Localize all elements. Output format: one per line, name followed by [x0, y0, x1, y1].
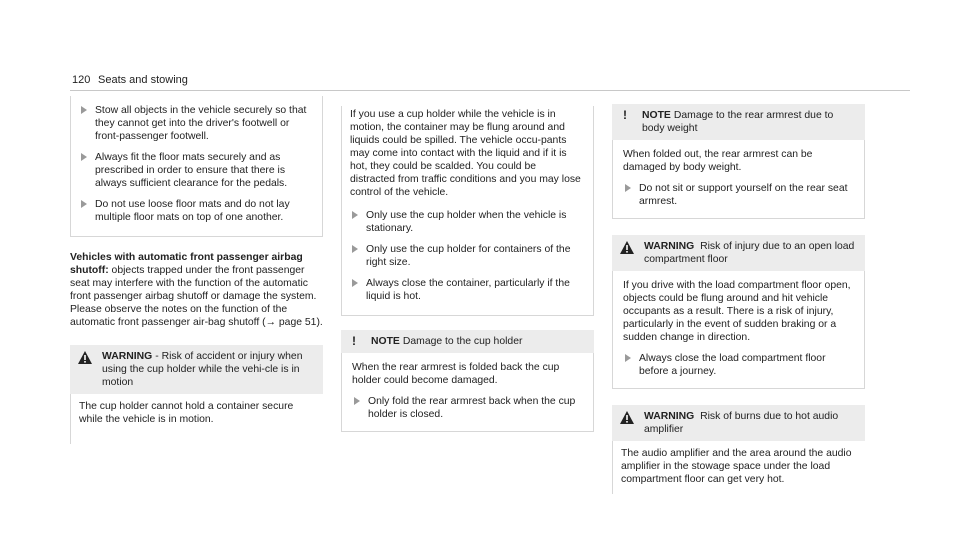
- warning-body: The audio amplifier and the area around the audio amplifier in the stowage space under the load compartment floor can get very hot.: [612, 441, 865, 494]
- airbag-subhead: Vehicles with automatic front passenger airbag shutoff:: [70, 252, 303, 276]
- warning-body: If you drive with the load compartment floor open, objects could be flung around and hit vehicle occupants as a result. There is a risk of injury, particularly in the event of sudden braking or a sudden change in direction. Always close the load compartment floor before a journey.: [612, 271, 865, 389]
- cup-holder-warning: [70, 345, 323, 444]
- list-item: Do not sit or support yourself on the rear seat armrest.: [623, 182, 854, 208]
- bullet-arrow-icon: [354, 397, 360, 405]
- airbag-paragraph: Vehicles with automatic front passenger airbag shutoff: objects trapped under the front passenger seat may interfere with the function of the automatic front passenger airbag shutoff or damage the system. Please observe the notes on the function of the automatic front passenger air-bag shutoff (→ page 51).: [70, 252, 323, 328]
- bullet-arrow-icon: [352, 245, 358, 253]
- armrest-note: [612, 104, 865, 219]
- cup-holder-intro: If you use a cup holder while the vehicle is in motion, the container may be flung around and liquids could be spilled. The vehicle occu-pants may come into contact with the liquid and if it is hot, they could be scalded. You could be distracted from traffic conditions and you may lose control of the vehicle.: [350, 109, 581, 198]
- bullet-arrow-icon: [352, 211, 358, 219]
- warning-triangle-icon: [78, 351, 92, 364]
- column-2: [341, 106, 594, 432]
- warning-triangle-icon: [620, 241, 634, 254]
- exclamation-icon: !: [623, 108, 627, 122]
- bullet-arrow-icon: [81, 200, 87, 208]
- list-item: Do not use loose floor mats and do not lay multiple floor mats on top of one another.: [79, 198, 312, 224]
- note-body: When the rear armrest is folded back the cup holder could become damaged. Only fold the rear armrest back when the cup holder is closed.: [341, 353, 594, 432]
- list-item: Stow all objects in the vehicle securely so that they cannot get into the driver's footwell or front-passenger footwell.: [79, 104, 312, 143]
- warning-header: WARNING - Risk of accident or injury when using the cup holder while the vehi-cle is in motion: [70, 345, 323, 394]
- stowing-bullets: [70, 96, 323, 237]
- list-item: Always close the container, particularly if the liquid is hot.: [350, 277, 583, 303]
- note-header: ! NOTE Damage to the rear armrest due to body weight: [612, 104, 865, 140]
- column-3: [612, 104, 865, 494]
- page-header: [70, 74, 910, 91]
- audio-amplifier-warning: [612, 405, 865, 494]
- bullet-arrow-icon: [81, 106, 87, 114]
- warning-header: WARNING Risk of burns due to hot audio amplifier: [612, 405, 865, 441]
- bullet-arrow-icon: [625, 184, 631, 192]
- cup-holder-section: [341, 106, 594, 316]
- page-number: 120: [72, 74, 91, 86]
- list-item: Only use the cup holder when the vehicle is stationary.: [350, 209, 583, 235]
- note-body: When folded out, the rear armrest can be damaged by body weight. Do not sit or support yourself on the rear seat armrest.: [612, 140, 865, 219]
- list-item: Always close the load compartment floor before a journey.: [623, 352, 854, 378]
- bullet-arrow-icon: [625, 354, 631, 362]
- cup-holder-note: [341, 330, 594, 432]
- column-1: [70, 96, 323, 444]
- list-item: Always fit the floor mats securely and as prescribed in order to ensure that there is always sufficient clearance for the pedals.: [79, 151, 312, 190]
- warning-body: The cup holder cannot hold a container secure while the vehicle is in motion.: [70, 394, 323, 444]
- exclamation-icon: !: [352, 334, 356, 348]
- section-title: Seats and stowing: [98, 74, 188, 86]
- bullet-arrow-icon: [81, 153, 87, 161]
- warning-header: WARNING Risk of injury due to an open load compartment floor: [612, 235, 865, 271]
- note-header: ! NOTE Damage to the cup holder: [341, 330, 594, 353]
- list-item: Only fold the rear armrest back when the cup holder is closed.: [352, 395, 583, 421]
- list-item: Only use the cup holder for containers of the right size.: [350, 243, 583, 269]
- load-floor-warning: [612, 235, 865, 389]
- bullet-arrow-icon: [352, 279, 358, 287]
- warning-triangle-icon: [620, 411, 634, 424]
